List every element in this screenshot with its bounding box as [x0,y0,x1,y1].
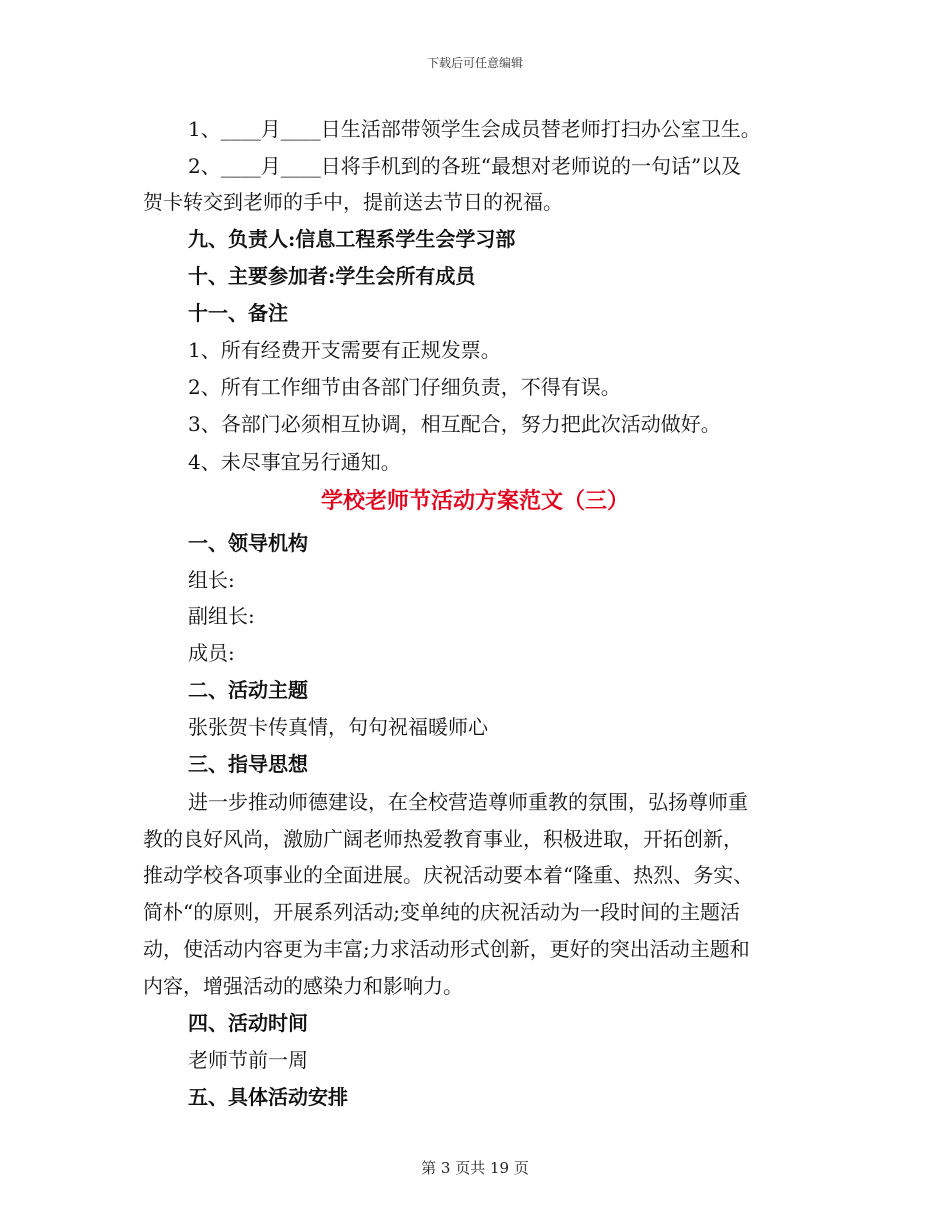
paragraph-line: 内容，增强活动的感染力和影响力。 [143,974,463,998]
paragraph-line: 推动学校各项事业的全面进展。庆祝活动要本着“隆重、热烈、务实、 [143,863,754,887]
text-line: 3、各部门必须相互协调，相互配合，努力把此次活动做好。 [188,412,721,436]
text-line: 组长: [188,568,235,592]
section-heading: 十、主要参加者:学生会所有成员 [188,264,476,288]
text-line: 1、所有经费开支需要有正规发票。 [188,338,501,362]
document-title: 学校老师节活动方案范文（三） [320,488,629,514]
text-line: 成员: [188,641,235,665]
section-heading: 十一、备注 [188,301,288,325]
section-heading: 一、领导机构 [188,531,308,555]
section-heading: 九、负责人:信息工程系学生会学习部 [188,227,516,251]
paragraph-line: 动，使活动内容更为丰富;力求活动形式创新，更好的突出活动主题和 [143,937,750,961]
text-line: 2、所有工作细节由各部门仔细负责，不得有误。 [188,375,621,399]
paragraph-line: 进一步推动师德建设，在全校营造尊师重教的氛围，弘扬尊师重 [188,790,748,814]
section-heading: 二、活动主题 [188,678,308,702]
text-line: 贺卡转交到老师的手中，提前送去节日的祝福。 [143,190,563,214]
section-heading: 四、活动时间 [188,1011,308,1035]
paragraph-line: 教的良好风尚，激励广阔老师热爱教育事业，积极进取，开拓创新， [143,827,743,851]
page-footer: 第 3 页共 19 页 [421,1159,529,1177]
text-line: 4、未尽事宜另行通知。 [188,450,401,474]
text-line: 1、____月____日生活部带领学生会成员替老师打扫办公室卫生。 [188,117,761,141]
text-line: 张张贺卡传真情，句句祝福暖师心 [188,715,488,739]
text-line: 2、____月____日将手机到的各班“最想对老师说的一句话”以及 [188,154,742,178]
section-heading: 三、指导思想 [188,752,308,776]
section-heading: 五、具体活动安排 [188,1085,348,1109]
paragraph-line: 简朴“的原则，开展系列活动;变单纯的庆祝活动为一段时间的主题活 [143,900,740,924]
text-line: 副组长: [188,604,255,628]
text-line: 老师节前一周 [188,1048,308,1072]
page-header: 下载后可任意编辑 [426,56,523,70]
